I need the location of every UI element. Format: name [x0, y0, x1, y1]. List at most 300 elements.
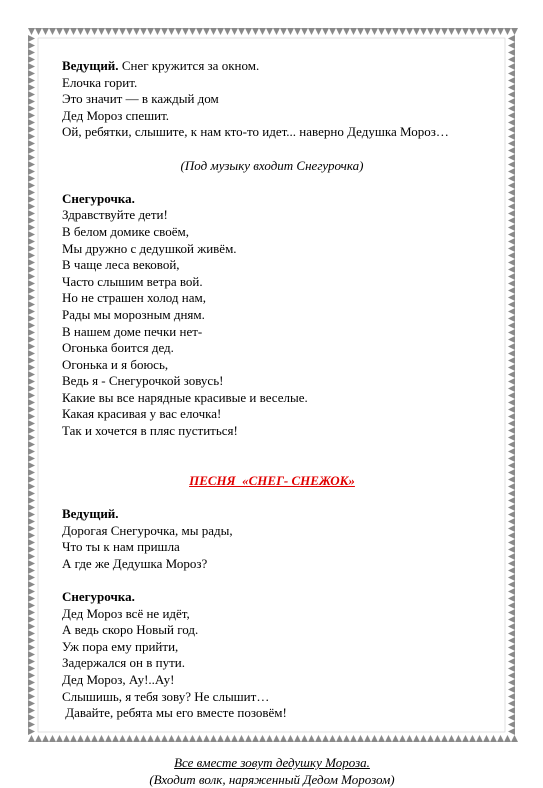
border-triangle — [508, 196, 515, 203]
border-triangle — [508, 553, 515, 560]
poem-line: Рады мы морозным дням. — [62, 306, 205, 322]
border-triangle — [28, 497, 35, 504]
border-triangle — [508, 616, 515, 623]
border-triangle — [508, 329, 515, 336]
border-triangle — [126, 28, 133, 35]
border-triangle — [28, 35, 35, 42]
border-triangle — [508, 630, 515, 637]
border-triangle — [28, 357, 35, 364]
poem-line: Но не страшен холод нам, — [62, 290, 206, 306]
border-triangle — [28, 259, 35, 266]
host-line — [62, 58, 482, 75]
border-triangle — [508, 259, 515, 266]
border-triangle — [28, 399, 35, 406]
border-triangle — [28, 595, 35, 602]
border-triangle — [427, 28, 434, 35]
border-triangle — [28, 637, 35, 644]
border-triangle — [273, 28, 280, 35]
border-triangle — [508, 511, 515, 518]
border-triangle — [28, 350, 35, 357]
border-triangle — [508, 539, 515, 546]
border-triangle — [28, 476, 35, 483]
poem-line: В чаще леса вековой, — [62, 257, 180, 273]
border-triangle — [508, 700, 515, 707]
border-triangle — [28, 665, 35, 672]
border-triangle — [508, 266, 515, 273]
border-triangle — [508, 413, 515, 420]
border-triangle — [508, 119, 515, 126]
border-triangle — [28, 504, 35, 511]
poem-line: Огонька боится дед. — [62, 340, 174, 356]
border-triangle — [497, 28, 504, 35]
border-triangle — [28, 343, 35, 350]
border-triangle — [483, 28, 490, 35]
border-triangle — [28, 322, 35, 329]
border-triangle — [508, 532, 515, 539]
poem-line: Огонька и я боюсь, — [62, 356, 169, 372]
border-triangle — [508, 448, 515, 455]
border-triangle — [28, 336, 35, 343]
border-triangle — [28, 616, 35, 623]
border-triangle — [508, 469, 515, 476]
border-triangle — [497, 735, 504, 742]
border-triangle — [508, 406, 515, 413]
border-triangle — [28, 539, 35, 546]
border-triangle — [28, 28, 35, 35]
border-triangle — [508, 245, 515, 252]
border-triangle — [508, 672, 515, 679]
dialogue-line: Что ты к нам пришла — [62, 539, 180, 555]
border-triangle — [406, 28, 413, 35]
border-triangle — [28, 441, 35, 448]
border-triangle — [28, 224, 35, 231]
border-triangle — [508, 679, 515, 686]
border-triangle — [28, 714, 35, 721]
border-triangle — [343, 28, 350, 35]
border-triangle — [508, 420, 515, 427]
poem-line: Задержался он в пути. — [62, 655, 185, 671]
poem-line: В белом домике своём, — [62, 223, 189, 239]
border-triangle — [308, 28, 315, 35]
border-triangle — [168, 28, 175, 35]
border-triangle — [28, 707, 35, 714]
border-triangle — [49, 735, 56, 742]
border-triangle — [441, 28, 448, 35]
border-triangle — [350, 28, 357, 35]
border-triangle — [508, 140, 515, 147]
border-triangle — [245, 28, 252, 35]
border-triangle — [508, 224, 515, 231]
border-triangle — [508, 392, 515, 399]
border-triangle — [508, 189, 515, 196]
border-triangle — [154, 28, 161, 35]
border-triangle — [508, 518, 515, 525]
border-triangle — [508, 707, 515, 714]
border-triangle — [508, 364, 515, 371]
border-triangle — [28, 203, 35, 210]
border-triangle — [28, 231, 35, 238]
dialogue-line: Ой, ребятки, слышите, к нам кто-то идет... наверно Дедушка Мороз… — [62, 124, 449, 140]
border-triangle — [508, 301, 515, 308]
stage-direction: Все вместе зовут дедушку Мороза. — [174, 754, 370, 770]
border-triangle — [70, 28, 77, 35]
border-triangle — [28, 266, 35, 273]
song-title: ПЕСНЯ «СНЕГ- СНЕЖОК» — [189, 472, 355, 488]
border-triangle — [28, 406, 35, 413]
border-triangle — [448, 28, 455, 35]
border-triangle — [508, 126, 515, 133]
border-triangle — [28, 315, 35, 322]
border-triangle — [504, 28, 511, 35]
border-triangle — [508, 651, 515, 658]
poem-line: Ведь я - Снегурочкой зовусь! — [62, 373, 224, 389]
border-triangle — [508, 203, 515, 210]
border-triangle — [508, 560, 515, 567]
border-triangle — [508, 217, 515, 224]
border-triangle — [28, 700, 35, 707]
border-triangle — [28, 308, 35, 315]
border-triangle — [28, 77, 35, 84]
border-triangle — [28, 63, 35, 70]
border-triangle — [28, 147, 35, 154]
border-triangle — [28, 210, 35, 217]
border-triangle — [63, 28, 70, 35]
poem-line: Мы дружно с дедушкой живём. — [62, 240, 237, 256]
border-triangle — [28, 105, 35, 112]
border-triangle — [28, 672, 35, 679]
border-triangle — [280, 28, 287, 35]
border-triangle — [182, 28, 189, 35]
border-triangle — [508, 210, 515, 217]
border-triangle — [315, 28, 322, 35]
border-triangle — [322, 28, 329, 35]
border-triangle — [28, 252, 35, 259]
border-triangle — [508, 280, 515, 287]
border-triangle — [133, 28, 140, 35]
border-triangle — [508, 504, 515, 511]
border-triangle — [508, 63, 515, 70]
border-triangle — [259, 28, 266, 35]
border-triangle — [28, 602, 35, 609]
border-triangle — [508, 273, 515, 280]
border-triangle — [508, 175, 515, 182]
border-triangle — [508, 434, 515, 441]
border-triangle — [508, 490, 515, 497]
border-triangle — [508, 308, 515, 315]
border-triangle — [508, 686, 515, 693]
speaker-snegurochka: Снегурочка. — [62, 589, 135, 604]
border-triangle — [508, 105, 515, 112]
border-triangle — [28, 588, 35, 595]
border-triangle — [28, 371, 35, 378]
border-triangle — [508, 399, 515, 406]
border-triangle — [508, 714, 515, 721]
border-triangle — [508, 238, 515, 245]
dialogue-line: Дорогая Снегурочка, мы рады, — [62, 522, 233, 538]
border-triangle — [462, 28, 469, 35]
border-triangle — [508, 231, 515, 238]
border-triangle — [508, 721, 515, 728]
poem-line: Давайте, ребята мы его вместе позовём! — [62, 705, 287, 721]
border-triangle — [508, 161, 515, 168]
border-triangle — [105, 28, 112, 35]
border-triangle — [508, 357, 515, 364]
border-triangle — [28, 490, 35, 497]
stage-direction: (Входит волк, наряженный Дедом Морозом) — [149, 771, 395, 787]
border-triangle — [28, 658, 35, 665]
border-triangle — [28, 98, 35, 105]
border-triangle — [508, 546, 515, 553]
border-triangle — [28, 427, 35, 434]
border-triangle — [287, 28, 294, 35]
border-triangle — [508, 98, 515, 105]
border-triangle — [49, 28, 56, 35]
border-triangle — [28, 693, 35, 700]
border-triangle — [508, 287, 515, 294]
border-triangle — [28, 721, 35, 728]
border-triangle — [28, 84, 35, 91]
border-triangle — [28, 112, 35, 119]
border-triangle — [476, 28, 483, 35]
border-triangle — [28, 245, 35, 252]
border-triangle — [508, 525, 515, 532]
border-triangle — [508, 441, 515, 448]
border-triangle — [28, 455, 35, 462]
border-triangle — [238, 28, 245, 35]
border-triangle — [371, 28, 378, 35]
border-triangle — [203, 28, 210, 35]
border-triangle — [28, 560, 35, 567]
border-triangle — [28, 546, 35, 553]
border-triangle — [98, 28, 105, 35]
border-triangle — [28, 182, 35, 189]
border-triangle — [28, 217, 35, 224]
border-triangle — [28, 189, 35, 196]
border-triangle — [28, 329, 35, 336]
speaker-host: Ведущий. — [62, 506, 119, 522]
border-triangle — [455, 28, 462, 35]
border-triangle — [28, 91, 35, 98]
dialogue-line: Это значит — в каждый дом — [62, 91, 219, 107]
border-triangle — [28, 630, 35, 637]
border-triangle — [28, 196, 35, 203]
border-triangle — [28, 385, 35, 392]
border-triangle — [252, 28, 259, 35]
border-triangle — [508, 133, 515, 140]
border-triangle — [28, 420, 35, 427]
border-triangle — [231, 28, 238, 35]
border-triangle — [357, 28, 364, 35]
border-triangle — [508, 91, 515, 98]
border-triangle — [266, 28, 273, 35]
border-triangle — [28, 238, 35, 245]
border-triangle — [28, 686, 35, 693]
border-triangle — [508, 252, 515, 259]
border-triangle — [508, 483, 515, 490]
border-triangle — [42, 28, 49, 35]
border-triangle — [508, 602, 515, 609]
border-triangle — [28, 728, 35, 735]
border-triangle — [28, 483, 35, 490]
poem-line: Какие вы все нарядные красивые и веселые. — [62, 389, 308, 405]
border-triangle — [508, 665, 515, 672]
dialogue-line: А где же Дедушка Мороз? — [62, 555, 208, 571]
border-triangle — [508, 315, 515, 322]
border-triangle — [413, 28, 420, 35]
border-triangle — [364, 28, 371, 35]
border-triangle — [196, 28, 203, 35]
speaker-host: Ведущий. — [62, 58, 119, 73]
border-triangle — [385, 28, 392, 35]
border-triangle — [508, 385, 515, 392]
border-triangle — [28, 126, 35, 133]
border-triangle — [28, 301, 35, 308]
border-triangle — [508, 588, 515, 595]
border-triangle — [508, 42, 515, 49]
border-triangle — [28, 462, 35, 469]
border-triangle — [329, 28, 336, 35]
border-triangle — [508, 336, 515, 343]
border-triangle — [217, 28, 224, 35]
border-triangle — [508, 371, 515, 378]
border-triangle — [508, 378, 515, 385]
border-triangle — [508, 574, 515, 581]
border-triangle — [140, 28, 147, 35]
border-triangle — [28, 287, 35, 294]
border-triangle — [224, 28, 231, 35]
border-triangle — [508, 567, 515, 574]
border-triangle — [511, 735, 518, 742]
border-triangle — [35, 28, 42, 35]
border-triangle — [28, 154, 35, 161]
border-triangle — [28, 56, 35, 63]
border-triangle — [28, 49, 35, 56]
border-triangle — [147, 28, 154, 35]
border-triangle — [28, 679, 35, 686]
border-triangle — [28, 294, 35, 301]
border-triangle — [28, 168, 35, 175]
border-triangle — [490, 28, 497, 35]
border-triangle — [508, 644, 515, 651]
border-triangle — [294, 28, 301, 35]
border-triangle — [28, 378, 35, 385]
border-triangle — [112, 28, 119, 35]
poem-line: Дед Мороз, Ау!..Ау! — [62, 671, 175, 687]
border-triangle — [508, 343, 515, 350]
border-triangle — [508, 462, 515, 469]
poem-line: Часто слышим ветра вой. — [62, 273, 203, 289]
script-text — [62, 58, 482, 788]
border-triangle — [28, 175, 35, 182]
border-triangle — [508, 637, 515, 644]
border-triangle — [508, 84, 515, 91]
border-triangle — [508, 658, 515, 665]
border-triangle — [508, 147, 515, 154]
border-triangle — [28, 511, 35, 518]
border-triangle — [56, 28, 63, 35]
border-triangle — [175, 28, 182, 35]
poem-line: Так и хочется в пляс пуститься! — [62, 423, 238, 439]
border-triangle — [28, 532, 35, 539]
border-triangle — [35, 735, 42, 742]
border-triangle — [508, 728, 515, 735]
border-triangle — [28, 119, 35, 126]
border-triangle — [28, 280, 35, 287]
border-triangle — [508, 476, 515, 483]
border-triangle — [508, 322, 515, 329]
border-triangle — [508, 581, 515, 588]
border-triangle — [189, 28, 196, 35]
border-triangle — [28, 644, 35, 651]
border-triangle — [508, 35, 515, 42]
border-triangle — [28, 553, 35, 560]
border-triangle — [508, 294, 515, 301]
border-triangle — [28, 364, 35, 371]
border-triangle — [28, 574, 35, 581]
border-triangle — [210, 28, 217, 35]
border-triangle — [28, 392, 35, 399]
border-triangle — [392, 28, 399, 35]
border-triangle — [336, 28, 343, 35]
border-triangle — [469, 28, 476, 35]
border-triangle — [508, 49, 515, 56]
border-triangle — [504, 735, 511, 742]
border-triangle — [508, 350, 515, 357]
border-triangle — [508, 154, 515, 161]
poem-line: Дед Мороз всё не идёт, — [62, 605, 190, 621]
border-triangle — [420, 28, 427, 35]
poem-line: Уж пора ему прийти, — [62, 638, 179, 654]
dialogue-line: Снег кружится за окном. — [118, 58, 260, 73]
border-triangle — [42, 735, 49, 742]
border-triangle — [77, 28, 84, 35]
border-triangle — [508, 693, 515, 700]
border-triangle — [508, 595, 515, 602]
stage-direction: (Под музыку входит Снегурочка) — [180, 157, 364, 173]
border-triangle — [508, 623, 515, 630]
border-triangle — [28, 623, 35, 630]
border-triangle — [28, 413, 35, 420]
border-triangle — [28, 273, 35, 280]
poem-line: Слышишь, я тебя зову? Не слышит… — [62, 688, 270, 704]
border-triangle — [508, 497, 515, 504]
border-triangle — [508, 182, 515, 189]
border-triangle — [508, 112, 515, 119]
border-triangle — [28, 161, 35, 168]
border-triangle — [28, 581, 35, 588]
speaker-snegurochka: Снегурочка. — [62, 190, 135, 206]
poem-line: Какая красивая у вас елочка! — [62, 406, 222, 422]
border-triangle — [483, 735, 490, 742]
border-triangle — [508, 56, 515, 63]
border-triangle — [28, 525, 35, 532]
border-triangle — [434, 28, 441, 35]
border-triangle — [378, 28, 385, 35]
border-triangle — [508, 609, 515, 616]
border-triangle — [28, 518, 35, 525]
poem-line: А ведь скоро Новый год. — [62, 622, 199, 638]
border-triangle — [91, 28, 98, 35]
border-triangle — [301, 28, 308, 35]
dialogue-line: Елочка горит. — [62, 74, 138, 90]
border-triangle — [508, 455, 515, 462]
border-triangle — [28, 469, 35, 476]
border-triangle — [28, 735, 35, 742]
border-triangle — [508, 77, 515, 84]
border-triangle — [490, 735, 497, 742]
border-triangle — [84, 28, 91, 35]
dialogue-line: Дед Мороз спешит. — [62, 107, 170, 123]
